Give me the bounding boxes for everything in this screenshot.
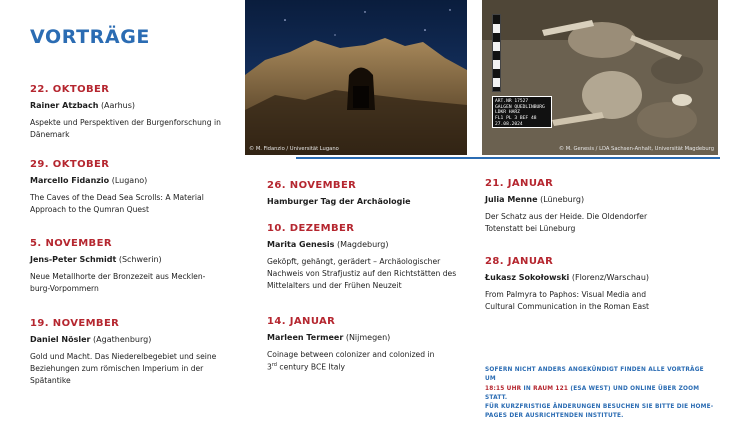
find-label-line: 27.08.2024 [495, 121, 523, 127]
speaker-name: Marita Genesis [267, 240, 335, 249]
note-room: RAUM 121 [533, 385, 569, 392]
speaker-name: Julia Menne [485, 195, 538, 204]
topic-line: Der Schatz aus der Heide. Die Oldendorfer [485, 212, 648, 221]
lecture-speaker [30, 101, 240, 110]
lecture-date: 10. DEZEMBER [267, 223, 355, 234]
speaker-name: Daniel Nösler [30, 335, 91, 344]
topic-line: Cultural Communication in the Roman East [485, 302, 650, 312]
topic-line: The Caves of the Dead Sea Scrolls: A Material [30, 193, 204, 202]
lecture-speaker [267, 333, 472, 342]
speaker-name: Jens-Peter Schmidt [30, 255, 117, 264]
lecture-topic [485, 289, 715, 313]
topic-line: Beziehungen zum römischen Imperium in der [30, 364, 204, 374]
lecture-speaker [30, 176, 240, 185]
info-note [485, 366, 715, 422]
lecture-entry [30, 159, 240, 216]
topic-line: Approach to the Qumran Quest [30, 205, 149, 215]
lecture-topic [485, 211, 715, 235]
topic-line: burg-Vorpommern [30, 284, 99, 294]
topic-line: From Palmyra to Paphos: Visual Media and [485, 290, 647, 299]
speaker-affiliation: (Florenz/Warschau) [571, 273, 650, 282]
lecture-entry [30, 84, 240, 141]
excavation-photo [482, 0, 718, 155]
note-line: FÜR KURZFRISTIGE ÄNDERUNGEN BESUCHEN SIE BITTE DIE HOME- [485, 404, 714, 411]
note-in: IN [521, 385, 534, 392]
note-line [485, 385, 715, 404]
note-rest: (ESA WEST) UND ONLINE ÜBER ZOOM STATT. [485, 385, 700, 401]
speaker-name: Łukasz Sokołowski [485, 273, 570, 282]
find-label-line: ART.NR 17527 [495, 99, 529, 104]
lecture-topic [267, 349, 472, 374]
find-label-line: GALGEN QUEDLINBURG [495, 104, 545, 110]
photo-scale-bar [492, 14, 501, 92]
lecture-entry [267, 316, 472, 374]
lecture-entry [485, 178, 715, 235]
topic-line: Geköpft, gehängt, gerädert – Archäologischer [267, 257, 441, 266]
speaker-name: Marcello Fidanzio [30, 176, 110, 185]
lecture-date: 29. OKTOBER [30, 159, 110, 170]
speaker-affiliation: (Aarhus) [100, 101, 136, 110]
lecture-topic [267, 256, 472, 292]
lecture-topic [30, 117, 240, 141]
topic-line: Totenstatt bei Lüneburg [485, 224, 576, 234]
cave-illustration [245, 0, 467, 155]
note-line: PAGES DER AUSRICHTENDEN INSTITUTE. [485, 413, 624, 420]
speaker-name: Hamburger Tag der Archäologie [267, 197, 411, 206]
lecture-speaker [485, 273, 715, 282]
page-title: VORTRÄGE [30, 26, 150, 48]
topic-line: Coinage between colonizer and colonized in [267, 350, 435, 359]
speaker-name: Marleen Termeer [267, 333, 344, 342]
topic-line: Spätantike [30, 376, 71, 386]
lecture-speaker [267, 240, 472, 249]
lecture-speaker [485, 195, 715, 204]
find-label-card [492, 96, 552, 128]
lecture-speaker [267, 197, 472, 206]
lecture-topic [30, 192, 240, 216]
topic-line: Aspekte und Perspektiven der Burgenforschung in [30, 118, 221, 127]
divider-line [296, 157, 720, 159]
speaker-affiliation: (Magdeburg) [336, 240, 389, 249]
lecture-date: 26. NOVEMBER [267, 180, 357, 191]
speaker-affiliation: (Schwerin) [118, 255, 162, 264]
topic-line: Dänemark [30, 130, 70, 140]
lecture-date: 21. JANUAR [485, 178, 554, 189]
lecture-entry [267, 180, 472, 213]
cave-photo [245, 0, 467, 155]
find-label-line: LDKR HARZ [495, 110, 520, 116]
lecture-entry [485, 256, 715, 313]
note-line: SOFERN NICHT ANDERS ANGEKÜNDIGT FINDEN ALLE VORTRÄGE UM [485, 367, 704, 383]
topic-line: Neue Metallhorte der Bronzezeit aus Mecklen- [30, 272, 206, 281]
topic-line: Nachweis von Strafjustiz auf den Richtstätten des [267, 269, 457, 279]
topic-line: Mittelalters und der Frühen Neuzeit [267, 281, 402, 291]
note-time: 18:15 UHR [485, 385, 522, 392]
photo-credit-left: © M. Fidanzio / Universität Lugano [249, 146, 339, 152]
lecture-speaker [30, 255, 240, 264]
lecture-date: 22. OKTOBER [30, 84, 110, 95]
speaker-affiliation: (Agathenburg) [93, 335, 152, 344]
lecture-entry [267, 223, 472, 292]
lecture-topic [30, 351, 240, 387]
lecture-topic [30, 271, 240, 295]
topic-line: 3rd century BCE Italy [267, 362, 345, 372]
speaker-affiliation: (Lüneburg) [540, 195, 585, 204]
lecture-date: 19. NOVEMBER [30, 318, 120, 329]
lecture-date: 14. JANUAR [267, 316, 336, 327]
lecture-entry [30, 238, 240, 295]
topic-line: Gold und Macht. Das Niederelbegebiet und seine [30, 352, 217, 361]
lecture-speaker [30, 335, 240, 344]
speaker-affiliation: (Lugano) [111, 176, 148, 185]
find-label-line: FL1 PL 3 BEF 48 [495, 116, 537, 122]
photo-credit-right: © M. Genesis / LDA Sachsen-Anhalt, Universität Magdeburg [558, 146, 714, 152]
lecture-date: 28. JANUAR [485, 256, 554, 267]
lecture-date: 5. NOVEMBER [30, 238, 112, 249]
speaker-name: Rainer Atzbach [30, 101, 99, 110]
lecture-entry [30, 318, 240, 387]
excavation-illustration [482, 0, 718, 155]
speaker-affiliation: (Nijmegen) [345, 333, 391, 342]
